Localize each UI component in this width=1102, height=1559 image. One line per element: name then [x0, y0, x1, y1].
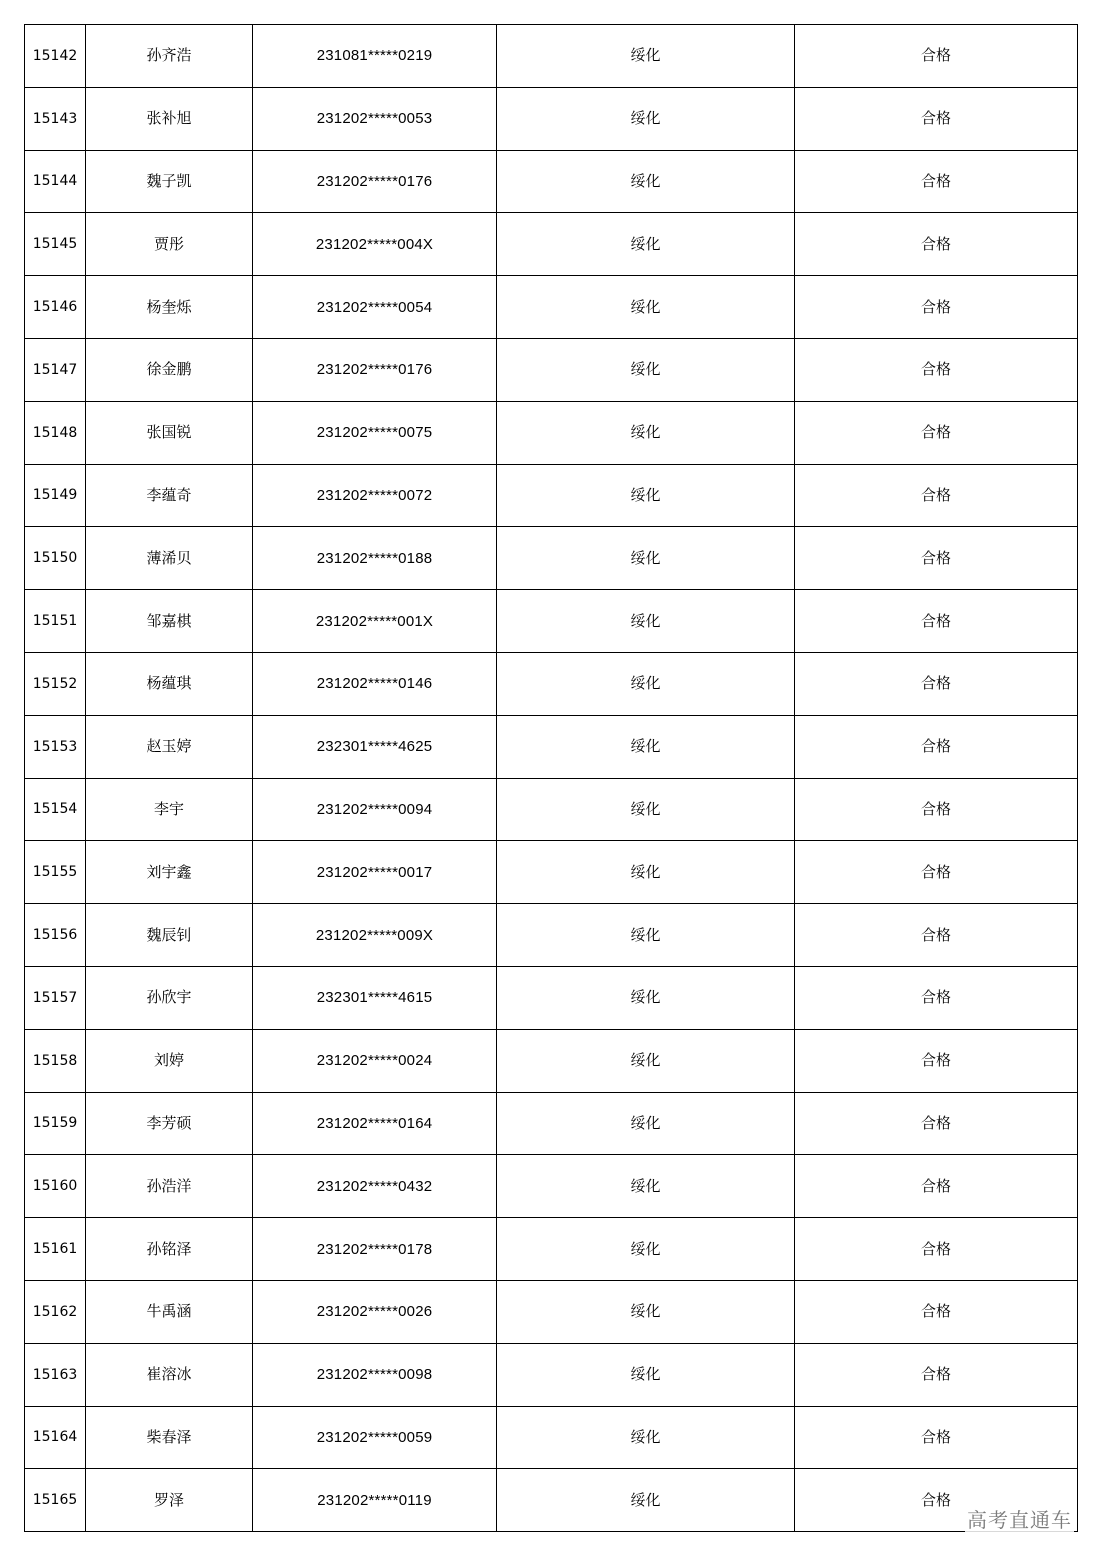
city-cell: 绥化	[497, 841, 795, 904]
id-number-cell: 231202*****0432	[253, 1155, 497, 1218]
result-cell: 合格	[795, 1280, 1078, 1343]
name-cell: 贾彤	[86, 213, 253, 276]
id-number-cell: 231202*****0017	[253, 841, 497, 904]
result-table	[24, 24, 1078, 1532]
result-cell: 合格	[795, 1155, 1078, 1218]
name-cell: 崔溶冰	[86, 1343, 253, 1406]
id-number-cell: 231202*****0053	[253, 87, 497, 150]
table-row	[25, 1155, 1078, 1218]
id-number-cell: 231202*****0024	[253, 1029, 497, 1092]
name-cell: 杨奎烁	[86, 276, 253, 339]
result-cell: 合格	[795, 338, 1078, 401]
result-cell: 合格	[795, 590, 1078, 653]
name-cell: 柴春泽	[86, 1406, 253, 1469]
result-cell: 合格	[795, 464, 1078, 527]
result-cell: 合格	[795, 1406, 1078, 1469]
result-cell: 合格	[795, 841, 1078, 904]
table-row	[25, 464, 1078, 527]
city-cell: 绥化	[497, 715, 795, 778]
id-number-cell: 231202*****0026	[253, 1280, 497, 1343]
name-cell: 张补旭	[86, 87, 253, 150]
row-number-cell: 15164	[25, 1406, 86, 1469]
id-number-cell: 231202*****0119	[253, 1469, 497, 1532]
id-number-cell: 231202*****004X	[253, 213, 497, 276]
name-cell: 杨蕴琪	[86, 652, 253, 715]
row-number-cell: 15160	[25, 1155, 86, 1218]
row-number-cell: 15152	[25, 652, 86, 715]
table-row	[25, 1280, 1078, 1343]
result-cell: 合格	[795, 527, 1078, 590]
table-row	[25, 401, 1078, 464]
city-cell: 绥化	[497, 213, 795, 276]
table-row	[25, 715, 1078, 778]
name-cell: 李蕴奇	[86, 464, 253, 527]
id-number-cell: 232301*****4615	[253, 966, 497, 1029]
table-row	[25, 87, 1078, 150]
result-cell: 合格	[795, 401, 1078, 464]
table-row	[25, 1469, 1078, 1532]
table-row	[25, 213, 1078, 276]
id-number-cell: 231202*****0094	[253, 778, 497, 841]
row-number-cell: 15146	[25, 276, 86, 339]
id-number-cell: 231202*****0164	[253, 1092, 497, 1155]
table-row	[25, 966, 1078, 1029]
table-row	[25, 25, 1078, 88]
id-number-cell: 231202*****0178	[253, 1218, 497, 1281]
result-cell: 合格	[795, 1469, 1078, 1532]
row-number-cell: 15147	[25, 338, 86, 401]
name-cell: 魏子凯	[86, 150, 253, 213]
city-cell: 绥化	[497, 276, 795, 339]
table-row	[25, 1029, 1078, 1092]
id-number-cell: 231202*****0176	[253, 338, 497, 401]
city-cell: 绥化	[497, 87, 795, 150]
row-number-cell: 15157	[25, 966, 86, 1029]
id-number-cell: 231081*****0219	[253, 25, 497, 88]
table-row	[25, 1406, 1078, 1469]
city-cell: 绥化	[497, 1343, 795, 1406]
table-row	[25, 338, 1078, 401]
name-cell: 徐金鹏	[86, 338, 253, 401]
id-number-cell: 231202*****001X	[253, 590, 497, 653]
city-cell: 绥化	[497, 1406, 795, 1469]
city-cell: 绥化	[497, 338, 795, 401]
row-number-cell: 15151	[25, 590, 86, 653]
result-cell: 合格	[795, 1092, 1078, 1155]
row-number-cell: 15162	[25, 1280, 86, 1343]
row-number-cell: 15143	[25, 87, 86, 150]
city-cell: 绥化	[497, 1029, 795, 1092]
table-row	[25, 652, 1078, 715]
city-cell: 绥化	[497, 1092, 795, 1155]
table-row	[25, 1218, 1078, 1281]
id-number-cell: 231202*****0072	[253, 464, 497, 527]
id-number-cell: 232301*****4625	[253, 715, 497, 778]
name-cell: 张国锐	[86, 401, 253, 464]
city-cell: 绥化	[497, 1469, 795, 1532]
row-number-cell: 15149	[25, 464, 86, 527]
name-cell: 牛禹涵	[86, 1280, 253, 1343]
city-cell: 绥化	[497, 904, 795, 967]
city-cell: 绥化	[497, 150, 795, 213]
result-cell: 合格	[795, 213, 1078, 276]
city-cell: 绥化	[497, 778, 795, 841]
name-cell: 孙浩洋	[86, 1155, 253, 1218]
result-cell: 合格	[795, 87, 1078, 150]
row-number-cell: 15150	[25, 527, 86, 590]
id-number-cell: 231202*****0059	[253, 1406, 497, 1469]
result-cell: 合格	[795, 652, 1078, 715]
name-cell: 罗泽	[86, 1469, 253, 1532]
name-cell: 魏辰钊	[86, 904, 253, 967]
name-cell: 刘宇鑫	[86, 841, 253, 904]
table-row	[25, 841, 1078, 904]
name-cell: 刘婷	[86, 1029, 253, 1092]
city-cell: 绥化	[497, 1155, 795, 1218]
id-number-cell: 231202*****0146	[253, 652, 497, 715]
row-number-cell: 15144	[25, 150, 86, 213]
result-cell: 合格	[795, 1029, 1078, 1092]
row-number-cell: 15142	[25, 25, 86, 88]
city-cell: 绥化	[497, 527, 795, 590]
name-cell: 孙齐浩	[86, 25, 253, 88]
table-row	[25, 778, 1078, 841]
city-cell: 绥化	[497, 1280, 795, 1343]
row-number-cell: 15154	[25, 778, 86, 841]
row-number-cell: 15148	[25, 401, 86, 464]
id-number-cell: 231202*****0075	[253, 401, 497, 464]
row-number-cell: 15156	[25, 904, 86, 967]
table-row	[25, 590, 1078, 653]
row-number-cell: 15158	[25, 1029, 86, 1092]
result-cell: 合格	[795, 778, 1078, 841]
result-cell: 合格	[795, 904, 1078, 967]
city-cell: 绥化	[497, 25, 795, 88]
city-cell: 绥化	[497, 590, 795, 653]
id-number-cell: 231202*****0054	[253, 276, 497, 339]
table-body	[25, 25, 1078, 1532]
id-number-cell: 231202*****009X	[253, 904, 497, 967]
row-number-cell: 15159	[25, 1092, 86, 1155]
result-cell: 合格	[795, 1218, 1078, 1281]
row-number-cell: 15153	[25, 715, 86, 778]
row-number-cell: 15145	[25, 213, 86, 276]
city-cell: 绥化	[497, 401, 795, 464]
id-number-cell: 231202*****0176	[253, 150, 497, 213]
result-cell: 合格	[795, 276, 1078, 339]
id-number-cell: 231202*****0098	[253, 1343, 497, 1406]
name-cell: 孙欣宇	[86, 966, 253, 1029]
table-row	[25, 1343, 1078, 1406]
city-cell: 绥化	[497, 1218, 795, 1281]
city-cell: 绥化	[497, 652, 795, 715]
result-cell: 合格	[795, 25, 1078, 88]
table-row	[25, 276, 1078, 339]
name-cell: 赵玉婷	[86, 715, 253, 778]
table-row	[25, 1092, 1078, 1155]
table-row	[25, 904, 1078, 967]
name-cell: 邹嘉棋	[86, 590, 253, 653]
result-cell: 合格	[795, 715, 1078, 778]
result-cell: 合格	[795, 966, 1078, 1029]
row-number-cell: 15161	[25, 1218, 86, 1281]
table-row	[25, 527, 1078, 590]
watermark-text: 高考直通车	[965, 1504, 1074, 1533]
name-cell: 孙铭泽	[86, 1218, 253, 1281]
city-cell: 绥化	[497, 464, 795, 527]
name-cell: 李芳硕	[86, 1092, 253, 1155]
result-cell: 合格	[795, 1343, 1078, 1406]
name-cell: 李宇	[86, 778, 253, 841]
row-number-cell: 15155	[25, 841, 86, 904]
table-row	[25, 150, 1078, 213]
id-number-cell: 231202*****0188	[253, 527, 497, 590]
row-number-cell: 15163	[25, 1343, 86, 1406]
name-cell: 薄浠贝	[86, 527, 253, 590]
row-number-cell: 15165	[25, 1469, 86, 1532]
result-cell: 合格	[795, 150, 1078, 213]
city-cell: 绥化	[497, 966, 795, 1029]
